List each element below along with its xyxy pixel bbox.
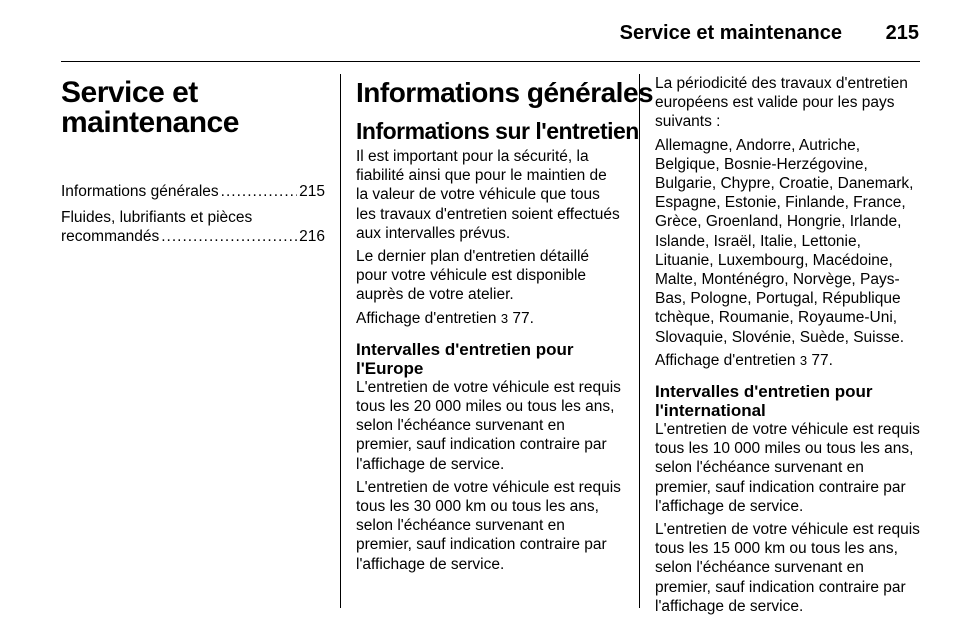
toc-entry-label-cont: recommandés: [61, 228, 160, 245]
page-number: 215: [885, 22, 919, 44]
subsection-heading: Informations sur l'entretien: [356, 118, 639, 144]
international-intervals-heading: Intervalles d'entretien pour l'international: [655, 382, 873, 421]
running-header-title: Service et maintenance: [619, 22, 842, 44]
cross-reference-page: 77.: [811, 351, 833, 369]
paragraph: L'entretien de votre véhicule est requis tous les 15 000 km ou tous les ans, selon l'échéance survenant en premier, sauf indication contraire par l'affichage de service.: [655, 521, 920, 615]
cross-reference-text: Affichage d'entretien: [655, 351, 796, 369]
paragraph: L'entretien de votre véhicule est requis tous les 20 000 miles ou tous les ans, selon l'échéance survenant en premier, sauf indication contraire par l'affichage de service.: [356, 378, 621, 473]
section-heading: Informations générales: [356, 77, 654, 108]
content-column-2: [655, 74, 921, 620]
reference-arrow-icon: 3: [799, 352, 808, 368]
chapter-column: [61, 74, 325, 253]
reference-arrow-icon: 3: [500, 310, 509, 326]
content-column-1: [356, 74, 654, 578]
header-divider: [61, 61, 920, 62]
page-header: [0, 0, 960, 62]
chapter-title-line2: maintenance: [61, 106, 239, 139]
cross-reference[interactable]: [356, 309, 622, 328]
country-list: Allemagne, Andorre, Autriche, Belgique, Bosnie-Herzégovine, Bulgarie, Chypre, Croatie, Danemark, Espagne, Estonie, Finlande, France, Grèce, Groenland, Hongrie, Irlande, Islande, Israël, Italie, Lettonie, Lituanie, Luxembourg, Macédoine, Malte, Monténégro, Norvège, Pays-Bas, Pologne, Portugal, République tchèque, Roumanie, Royaume-Uni, Slovaquie, Slovénie, Suède, Suisse.: [655, 136, 914, 346]
europe-intervals-heading: Intervalles d'entretien pour l'Europe: [356, 339, 574, 378]
paragraph: Il est important pour la sécurité, la fiabilité ainsi que pour le maintien de la valeur de votre véhicule que tous les travaux d'entretien soient effectués aux intervalles prévus.: [356, 148, 620, 242]
cross-reference[interactable]: [655, 351, 921, 370]
cross-reference-text: Affichage d'entretien: [356, 309, 497, 327]
paragraph: L'entretien de votre véhicule est requis tous les 10 000 miles ou tous les ans, selon l'échéance survenant en premier, sauf indication contraire par l'affichage de service.: [655, 421, 920, 515]
paragraph: Le dernier plan d'entretien détaillé pour votre véhicule est disponible auprès de votre atelier.: [356, 248, 590, 304]
column-divider-1: [340, 74, 341, 608]
toc-entry[interactable]: [61, 182, 325, 201]
chapter-title: [61, 78, 325, 138]
paragraph: L'entretien de votre véhicule est requis tous les 30 000 km ou tous les ans, selon l'échéance survenant en premier, sauf indication contraire par l'affichage de service.: [356, 478, 621, 573]
paragraph: La périodicité des travaux d'entretien européens est valide pour les pays suivants :: [655, 75, 908, 131]
toc-entry[interactable]: [61, 208, 325, 246]
toc-leader-dots: [161, 227, 297, 246]
toc-entry-page: 216: [299, 228, 325, 245]
cross-reference-page: 77.: [512, 309, 534, 327]
toc-entry-page: 215: [299, 183, 325, 200]
table-of-contents: [61, 182, 325, 246]
toc-leader-dots: [221, 182, 297, 201]
toc-entry-label: Informations générales: [61, 183, 219, 200]
column-divider-2: [639, 74, 640, 608]
toc-entry-label: Fluides, lubrifiants et pièces: [61, 209, 253, 226]
chapter-title-line1: Service et: [61, 76, 198, 109]
